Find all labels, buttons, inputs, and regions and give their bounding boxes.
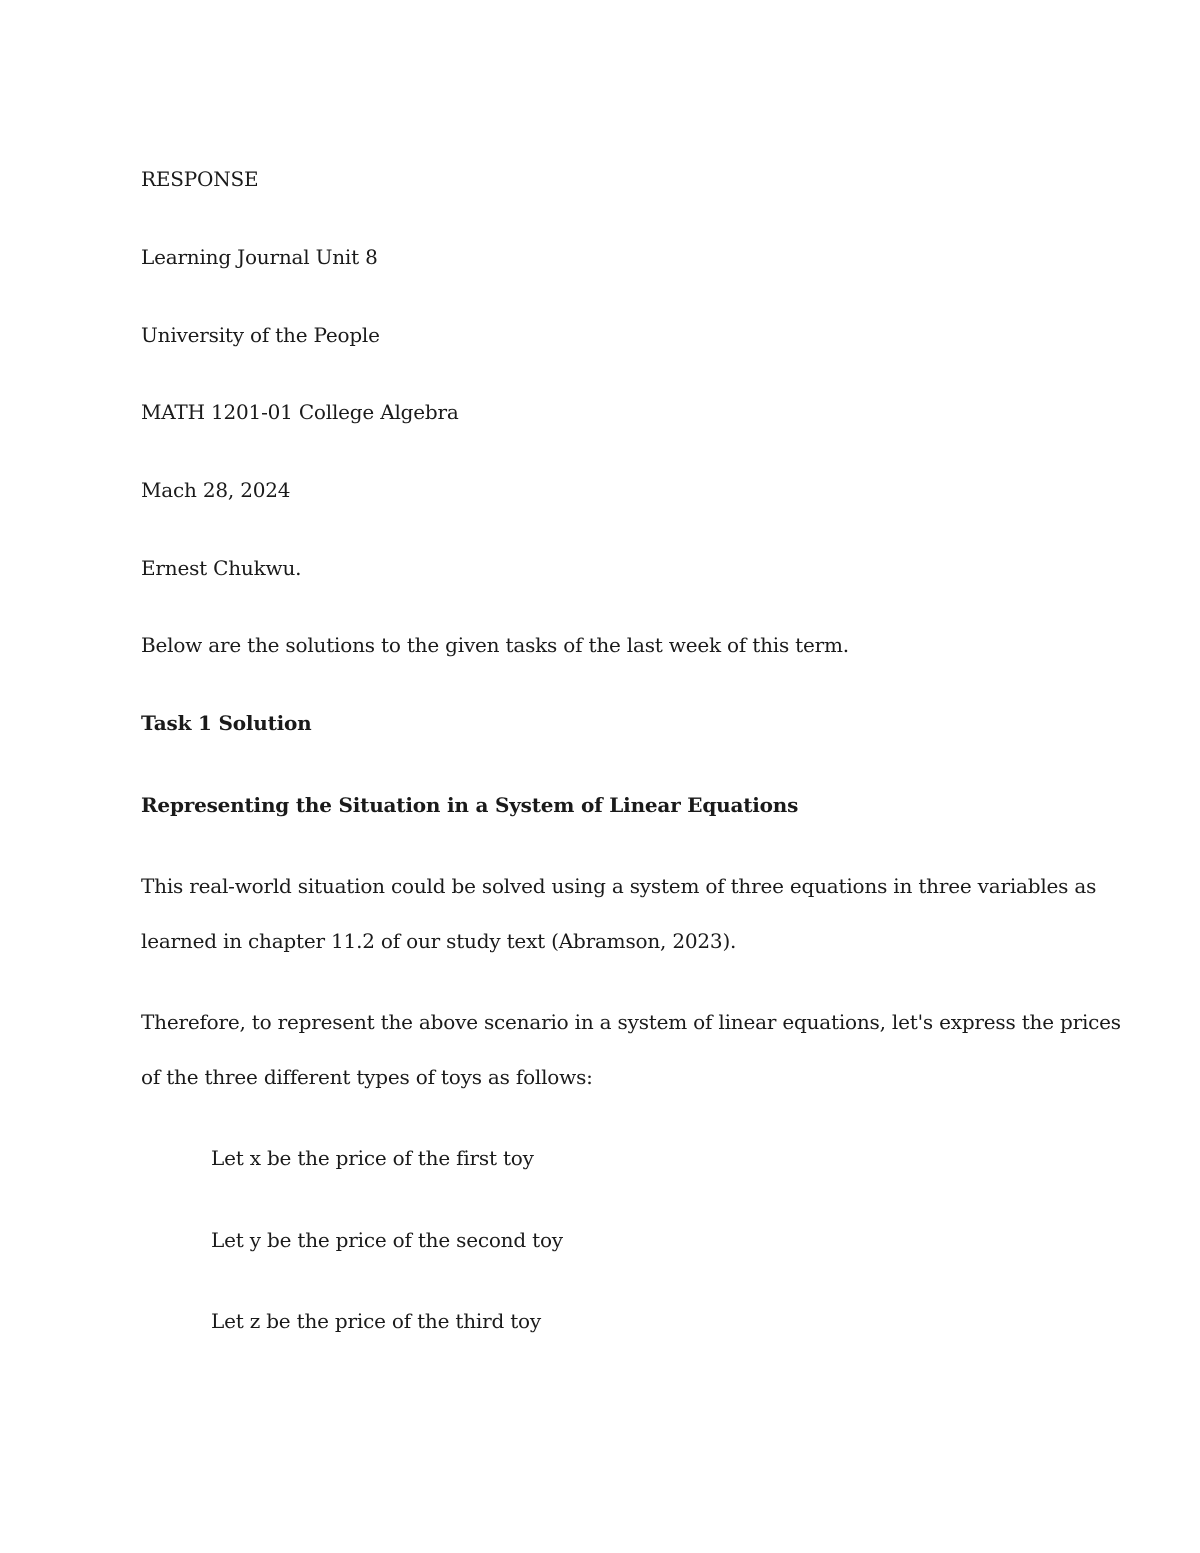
paragraph2-line2: of the three different types of toys as follows: — [141, 1065, 593, 1089]
paragraph1-line1: This real-world situation could be solved using a system of three equations in three variables as — [141, 874, 1097, 898]
variable-z-definition: Let z be the price of the third toy — [211, 1309, 541, 1333]
task1-subheading: Representing the Situation in a System of Linear Equations — [141, 793, 799, 817]
journal-title: Learning Journal Unit 8 — [141, 245, 378, 269]
variable-x-definition: Let x be the price of the first toy — [211, 1146, 534, 1170]
author-name: Ernest Chukwu. — [141, 556, 302, 580]
task1-heading: Task 1 Solution — [141, 711, 312, 735]
paragraph2-line1: Therefore, to represent the above scenario in a system of linear equations, let's express the prices — [141, 1010, 1121, 1034]
intro-text: Below are the solutions to the given tasks of the last week of this term. — [141, 633, 849, 657]
paragraph1-line2: learned in chapter 11.2 of our study text (Abramson, 2023). — [141, 929, 737, 953]
course-name: MATH 1201-01 College Algebra — [141, 400, 459, 424]
date-text: Mach 28, 2024 — [141, 478, 291, 502]
institution-name: University of the People — [141, 323, 380, 347]
response-label: RESPONSE — [141, 167, 259, 191]
variable-y-definition: Let y be the price of the second toy — [211, 1228, 563, 1252]
